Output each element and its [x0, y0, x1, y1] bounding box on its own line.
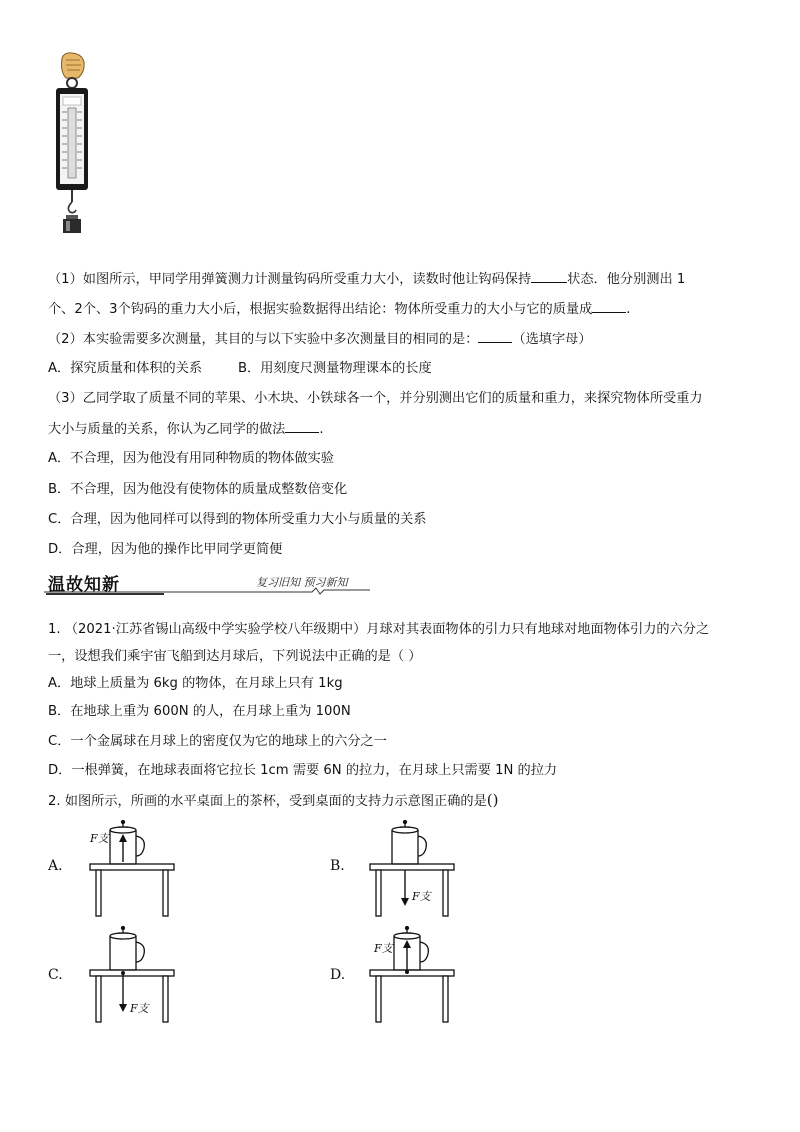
- section-title: 温故知新: [48, 575, 120, 595]
- force-label-a: F支: [90, 832, 109, 845]
- q1-part2-option-b[interactable]: B．用刻度尺测量物理课本的长度: [238, 361, 432, 376]
- q1-part1-text: （1）如图所示，甲同学用弹簧测力计测量钩码所受重力大小，读数时他让钩码保持: [48, 272, 532, 287]
- figure-d-table-cup[interactable]: [362, 924, 462, 1026]
- figure-b-table-cup[interactable]: [362, 818, 462, 920]
- force-label-b: F支: [412, 890, 431, 903]
- q3-line: [48, 791, 499, 811]
- q1-part1-line2: [48, 300, 630, 319]
- answer-blank[interactable]: [531, 270, 567, 283]
- q1-part1-text-end: 状态．他分别测出 1: [567, 272, 686, 287]
- q1-part3-option-c[interactable]: C．合理，因为他同样可以得到的物体所受重力大小与质量的关系: [48, 512, 427, 527]
- section-subtitle: 复习旧知 预习新知: [256, 576, 348, 589]
- answer-blank[interactable]: [592, 300, 626, 313]
- q3-text: 2. 如图所示，所画的水平桌面上的茶杯，受到桌面的支持力示意图正确的是: [48, 794, 487, 809]
- q2-line2: 一，设想我们乘宇宙飞船到达月球后，下列说法中正确的是（ ）: [48, 649, 422, 664]
- q1-part2-text: （2）本实验需要多次测量，其目的与以下实验中多次测量目的相同的是：: [48, 332, 479, 347]
- q1-part3-line1: （3）乙同学取了质量不同的苹果、小木块、小铁球各一个，并分别测出它们的质量和重力，来探究物体所受重力: [48, 391, 703, 406]
- q1-part3-option-d[interactable]: D．合理，因为他的操作比甲同学更简便: [48, 542, 283, 557]
- period: .: [626, 302, 631, 317]
- q2-line1: 1. （2021·江苏省锡山高级中学实验学校八年级期中）月球对其表面物体的引力只有地球对地面物体引力的六分之: [48, 622, 710, 637]
- figure-label-d[interactable]: D.: [330, 967, 346, 983]
- figure-label-a[interactable]: A.: [48, 858, 63, 874]
- q3-paren: (): [486, 791, 499, 809]
- answer-blank[interactable]: [478, 330, 512, 343]
- answer-blank[interactable]: [285, 420, 319, 433]
- figure-c-table-cup[interactable]: [82, 924, 182, 1026]
- figure-label-b[interactable]: B.: [330, 858, 345, 874]
- q1-part2-line: [48, 330, 592, 349]
- q2-option-b[interactable]: B．在地球上重为 600N 的人，在月球上重为 100N: [48, 704, 351, 719]
- figure-a-table-cup[interactable]: [82, 818, 182, 920]
- q1-part1-line2-text: 个、2个、3个钩码的重力大小后，根据实验数据得出结论：物体所受重力的大小与它的质量成: [48, 302, 593, 317]
- q1-part2-option-a[interactable]: A．探究质量和体积的关系: [48, 361, 203, 376]
- q2-option-c[interactable]: C．一个金属球在月球上的密度仅为它的地球上的六分之一: [48, 734, 387, 749]
- q1-part1-line1: [48, 270, 685, 289]
- q1-part3-line2: [48, 420, 324, 439]
- force-label-d: F支: [374, 942, 393, 955]
- q1-part3-option-a[interactable]: A．不合理，因为他没有用同种物质的物体做实验: [48, 451, 334, 466]
- period: .: [319, 422, 324, 437]
- q1-part3-option-b[interactable]: B．不合理，因为他没有使物体的质量成整数倍变化: [48, 482, 348, 497]
- section-header: [44, 566, 370, 596]
- q2-option-d[interactable]: D．一根弹簧，在地球表面将它拉长 1cm 需要 6N 的拉力，在月球上只需要 1N 的拉力: [48, 763, 558, 778]
- q2-option-a[interactable]: A．地球上质量为 6kg 的物体，在月球上只有 1kg: [48, 676, 343, 691]
- spring-scale-figure: [50, 50, 90, 240]
- figure-label-c[interactable]: C.: [48, 967, 63, 983]
- q1-part2-suffix: （选填字母）: [512, 332, 592, 347]
- q1-part3-line2-text: 大小与质量的关系，你认为乙同学的做法: [48, 422, 286, 437]
- force-label-c: F支: [130, 1002, 149, 1015]
